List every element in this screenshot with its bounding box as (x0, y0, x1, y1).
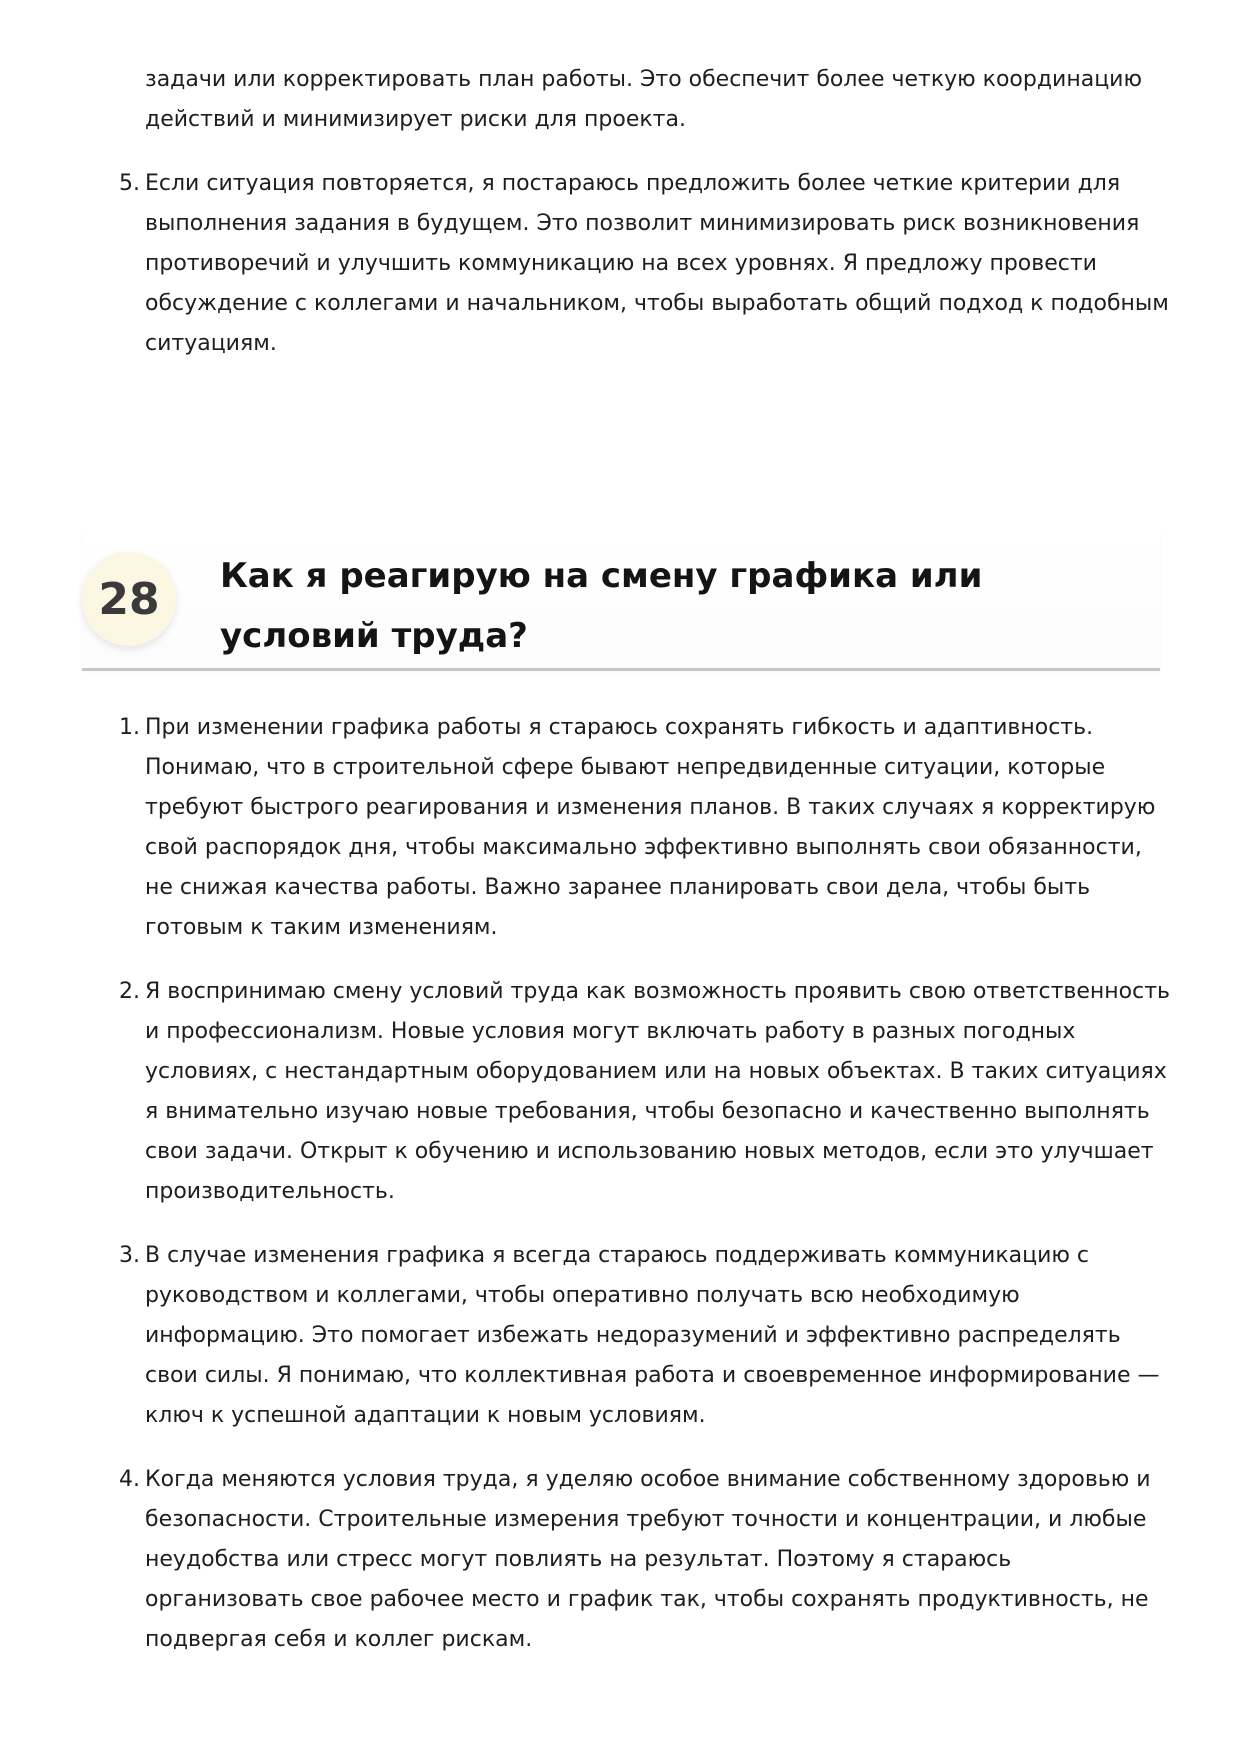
list-item-text: Если ситуация повторяется, я постараюсь предложить более четкие критерии для выполнения задания в будущем. Это позволит минимизировать риск возникновения противоречий и улучшить коммуникацию на всех уровнях. Я предложу провести обсуждение с коллегами и начальником, чтобы выработать общий подход к подобным ситуациям. (145, 171, 1169, 356)
list-item (119, 164, 1170, 364)
list-item-number: 2. (119, 979, 140, 1004)
section-title: Как я реагирую на смену графика или условий труда? (220, 556, 983, 656)
list-item-text: Я воспринимаю смену условий труда как возможность проявить свою ответственность и профессионализм. Новые условия могут включать работу в разных погодных условиях, с нестандартным оборудованием или на новых объектах. В таких ситуациях я внимательно изучаю новые требования, чтобы безопасно и качественно выполнять свои задачи. Открыт к обучению и использованию новых методов, если это улучшает производительность. (145, 979, 1171, 1204)
list-item (119, 1460, 1170, 1660)
list-item-text: При изменении графика работы я стараюсь сохранять гибкость и адаптивность. Понимаю, что в строительной сфере бывают непредвиденные ситуации, которые требуют быстрого реагирования и изменения планов. В таких случаях я корректирую свой распорядок дня, чтобы максимально эффективно выполнять свои обязанности, не снижая качества работы. Важно заранее планировать свои дела, чтобы быть готовым к таким изменениям. (145, 715, 1156, 940)
section-number-badge: 28 (82, 552, 176, 646)
list-item-text: В случае изменения графика я всегда стараюсь поддерживать коммуникацию с руководством и коллегами, чтобы оперативно получать всю необходимую информацию. Это помогает избежать недоразумений и эффективно распределять свои силы. Я понимаю, что коллективная работа и своевременное информирование — ключ к успешной адаптации к новым условиям. (145, 1243, 1160, 1428)
list-item (119, 1236, 1170, 1436)
list-item-number: 4. (119, 1467, 140, 1492)
list-item-number: 5. (119, 171, 140, 196)
list-item-number: 3. (119, 1243, 140, 1268)
list-item (119, 972, 1171, 1212)
continued-paragraph: задачи или корректировать план работы. Это обеспечит более четкую координацию действий и минимизирует риски для проекта. (145, 67, 1142, 132)
list-item (119, 708, 1170, 948)
list-item-number: 1. (119, 715, 140, 740)
list-item-text: Когда меняются условия труда, я уделяю особое внимание собственному здоровью и безопасности. Строительные измерения требуют точности и концентрации, и любые неудобства или стресс могут повлиять на результат. Поэтому я стараюсь организовать свое рабочее место и график так, чтобы сохранять продуктивность, не подвергая себя и коллег рискам. (145, 1467, 1151, 1652)
section-header (82, 532, 1160, 671)
